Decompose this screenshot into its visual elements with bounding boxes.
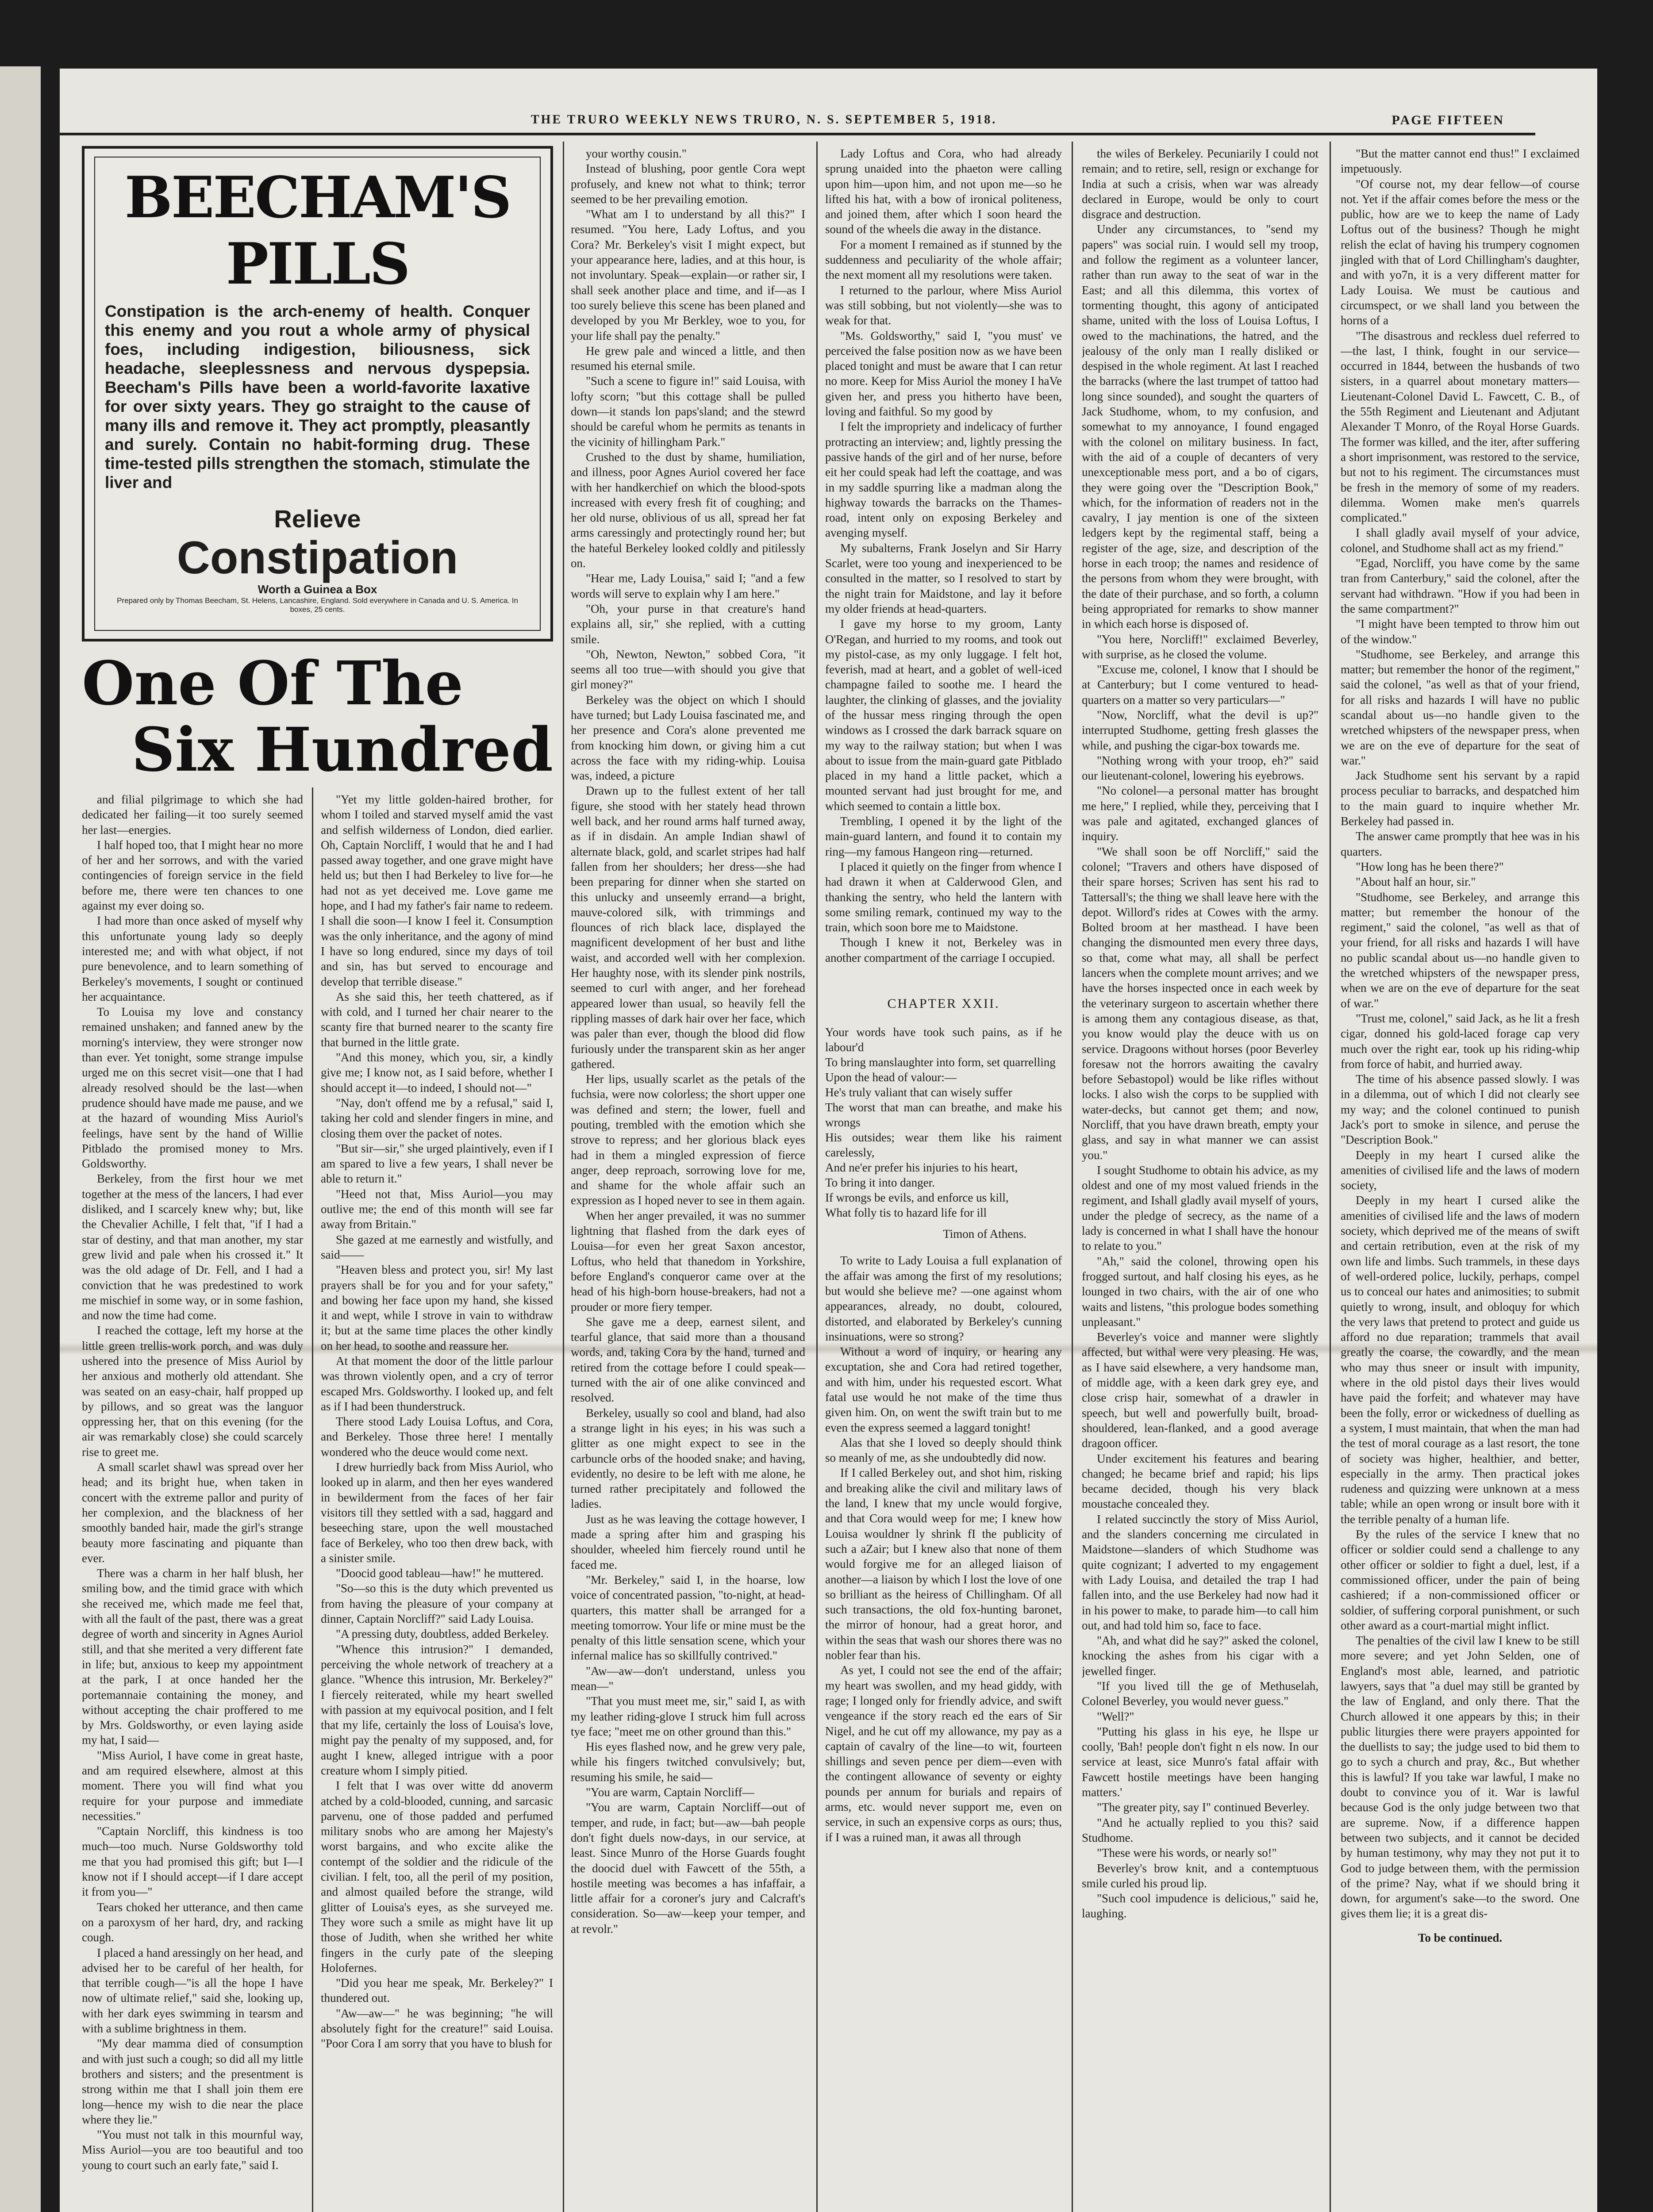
epigraph-verse <box>825 1025 1062 1241</box>
paragraph: "Studhome, see Berkeley, and arrange this matter; but remember the honor of the regiment," said the colonel, "as well as that of your friend, for all risks and hazards I will have no public scandal about us—no handle given to the wretched whipsters of the newspaper press, when we are on the eve of departure for the seat of war." <box>1341 647 1580 767</box>
chapter-heading: CHAPTER XXII. <box>887 996 1000 1011</box>
ad-relieve: Relieve <box>274 505 361 533</box>
paragraph: For a moment I remained as if stunned by the suddenness and peculiarity of the whole affair; the next moment all my resolutions were taken. <box>825 238 1062 282</box>
paragraph: "We shall soon be off Norcliff," said the colonel; "Travers and others have disposed of their spare horses; Scriven has sent his rad to Tattersall's; the thing we shall leave here with the depot. Willord's rides at Cowes with the army. Bolted broom at her masthead. I have been changing the dismounted men every three days, so that, come what may, all shall be perfect lancers when the complete mount arrives; and we have the horses inspected once in each week by the veterinary surgeon to ascertain whether there is among them any contagious disease, as that, you know would play the deuce with us on service. Dragoons without horses (poor Beverley foresaw not the horrors awaiting the cavalry before Sebastopol) would be like rifles without locks. I also wish the corps to be supplied with water-decks, but cannot get them; and now, Norcliff, that you have drawn breath, empty your glass, and say in what manner we can assist you." <box>1082 845 1319 1162</box>
paragraph: "Did you hear me speak, Mr. Berkeley?" I thundered out. <box>321 1976 553 2005</box>
paragraph: I sought Studhome to obtain his advice, as my oldest and one of my most valued friends in the regiment, and Ishall gladly avail myself of yours, under the pledge of secrecy, as the name of a lady is concerned in what I shall have the honour to relate to you." <box>1082 1163 1319 1253</box>
ad-constipation: Constipation <box>177 532 458 584</box>
paragraph: "Such a scene to figure in!" said Louisa, with lofty scorn; "but this cottage shall be pulled down—it stands lon paps'sland; and the stewrd should be careful whom he permits as tenants in the vicinity of hillingham Park." <box>571 374 805 449</box>
paragraph: "No colonel—a personal matter has brought me here," I replied, while they, perceiving that I was pale and agitated, exchanged glances of inquiry. <box>1082 784 1319 843</box>
verse-line: What folly tis to hazard life for ill <box>825 1206 987 1220</box>
column-5 <box>1082 146 1319 2212</box>
paragraph: The answer came promptly that hee was in his quarters. <box>1341 830 1580 858</box>
paragraph: Tears choked her utterance, and then came on a paroxysm of her hard, dry, and racking cough. <box>82 1900 303 1944</box>
paragraph: "The disastrous and reckless duel referred to—the last, I think, fought in our service—occurred in 1844, between the husbands of two sisters, in a quarrel about monetary matters—Lieutenant-Colonel David L. Fawcett, C. B., of the 55th Regiment and Lieutenant and Adjutant Alexander T Monro, of the Royal Horse Guards. The former was killed, and the iter, after suffering a short imprisonment, was restored to the service, but not to his regiment. The circumstances must be fresh in the memory of some of my readers. dilemma. Women make men's quarrels complicated." <box>1341 329 1580 525</box>
verse-line: To bring it into danger. <box>825 1176 935 1190</box>
beechams-pills-advertisement <box>82 146 553 641</box>
paragraph: The time of his absence passed slowly. I was in a dilemma, out of which I did not clearly see my way; and the colonel continued to punish Jack's port to smoke in silence, and peruse the "Description Book." <box>1341 1072 1580 1147</box>
paragraph: I half hoped too, that I might hear no more of her and her sorrows, and with the varied contingencies of foreign service in the field before me, there were ten chances to one against my ever doing so. <box>82 838 303 913</box>
running-head: THE TRURO WEEKLY NEWS TRURO, N. S. SEPTEMBER 5, 1918. <box>531 113 997 127</box>
paragraph: She gazed at me earnestly and wistfully, and said—— <box>321 1233 553 1261</box>
paragraph: I placed it quietly on the finger from whence I had drawn it when at Calderwood Glen, and thanking the sentry, who held the lantern with some smiling remark, continued my way to the train, which soon bore me to Maidstone. <box>825 860 1062 934</box>
paragraph: To Louisa my love and constancy remained unshaken; and fanned anew by the morning's interview, they were stronger now than ever. Yet tonight, some strange impulse urged me on this secret visit—one that I had already resolved should be the last—when prudence should have made me pause, and we at the hazard of wounding Miss Auriol's feelings, have sent by the hand of Willie Pitblado the promised money to Mrs. Goldsworthy. <box>82 1005 303 1171</box>
paragraph: "Captain Norcliff, this kindness is too much—too much. Nurse Goldsworthy told me that you had promised this gift; but I—I know not if I should accept—if I dare accept it from you—" <box>82 1824 303 1899</box>
column-4 <box>825 146 1062 2212</box>
headline-line-1: One Of The <box>82 648 464 719</box>
paragraph: "But sir—sir," she urged plaintively, even if I am spared to live a few years, I shall never be able to return it." <box>321 1141 553 1186</box>
paragraph: "Nothing wrong with your troop, eh?" said our lieutenant-colonel, lowering his eyebrows. <box>1082 753 1319 783</box>
paragraph: "Studhome, see Berkeley, and arrange this matter; but remember the honour of the regiment," said the colonel, "as well as that of your friend, for all risks and hazards I will have no public scandal about us—no handle given to the wretched whipsters of the newspaper press, when we are on the eve of departure for the seat of war." <box>1341 890 1580 1010</box>
ad-prepared-by: Prepared only by Thomas Beecham, St. Helens, Lancashire, England. Sold everywhere in Canada and U. S. America. In boxes, 25 cents. <box>117 596 518 614</box>
paragraph: "Nay, don't offend me by a refusal," said I, taking her cold and slender fingers in mine, and closing them over the packet of notes. <box>321 1096 553 1140</box>
paragraph: "I might have been tempted to throw him out of the window." <box>1341 617 1580 646</box>
paragraph: I felt that I was over witte dd anoverm atched by a cold-blooded, cunning, and sarcasic parvenu, one of those padded and perfumed military snobs who are among her Majesty's worst bargains, and who excite alike the contempt of the soldier and the ridicule of the civilian. I felt, too, all the peril of my position, and almost quailed before the strange, wild glitter of Louisa's eyes, as she surveyed me. They wore such a smile as might have lit up those of Judith, when she writhed her white fingers in the curly pate of the sleeping Holofernes. <box>321 1779 553 1974</box>
paragraph: The penalties of the civil law I knew to be still more severe; and yet John Selden, one of England's most able, learned, and patriotic lawyers, says that "a duel may still be granted by the law of England, and only there. That the Church allowed it one appears by this; in their public liturgies there were prayers appointed for the duellists to say; the judge used to bid them to go to sych a church and pray, &c., But whether this is lawful? If you take war lawful, I make no doubt to convince you of it. War is lawful because God is the only judge between two that are supreme. Now, if a difference happen between two subjects, and it cannot be decided by human testimony, why may they not put it to God to judge between them, with the permission of the prime? Nay, what if we should bring it down, for argument's sake—to the sword. One gives them lie; it is a great dis- <box>1341 1634 1580 1920</box>
paragraph: I gave my horse to my groom, Lanty O'Regan, and hurried to my rooms, and took out my pistol-case, as my only luggage. I felt hot, feverish, mad at heart, and a goblet of well-iced champagne failed to soothe me. I heard the laughter, the clinking of glasses, and the joviality of the hussar mess ringing through the open windows as I crossed the dark barrack square on my way to the railway station; but when I was about to issue from the main-guard gate Pitblado placed in my hand a little packet, which a mounted servant had just brought for me, and which seemed to contain a little box. <box>825 617 1062 813</box>
paragraph: "Well?" <box>1097 1709 1134 1723</box>
paragraph: I reached the cottage, left my horse at the little green trellis-work porch, and was duly ushered into the presence of Miss Auriol by her anxious and motherly old attendant. She was seated on an easy-chair, half propped up by pillows, and so great was the languor oppressing her, that on this evening (for the air was remarkably close) she could scarcely rise to greet me. <box>82 1324 303 1459</box>
paragraph: "So—so this is the duty which prevented us from having the pleasure of your company at dinner, Captain Norcliff?" said Lady Louisa. <box>321 1582 553 1626</box>
paragraph: I placed a hand aressingly on her head, and advised her to be careful of her health, for that terrible cough—"is all the hope I have now of ultimate relief," said she, looking up, with her dark eyes swimming in tearsm and with a sublime brightness in them. <box>82 1946 303 2035</box>
verse-line: And ne'er prefer his injuries to his heart, <box>825 1161 1018 1175</box>
paragraph: "Heaven bless and protect you, sir! My last prayers shall be for you and for your safety," and bowing her face upon my hand, she kissed it and wept, while I strove in vain to withdraw it; but at the same time places the other kindly on her head, to soothe and reassure her. <box>321 1263 553 1352</box>
paragraph: Her lips, usually scarlet as the petals of the fuchsia, were now colorless; the short upper one was defined and stern; the lower, fuell and pouting, trembled with the emotion which she strove to repress; and her glorious black eyes had in them a mingled expression of fierce anger, deep reproach, sorrowing love for me, and shame for the whole affair such an expression as I hoped never to see in them again. <box>571 1072 805 1207</box>
paragraph: "And this money, which you, sir, a kindly give me; I know not, as I said before, whether I should accept it—to indeed, I should not—" <box>321 1051 553 1094</box>
paragraph: "But the matter cannot end thus!" I exclaimed impetuously. <box>1341 147 1580 176</box>
paragraph: "Ah," said the colonel, throwing open his frogged surtout, and half closing his eyes, as he lounged in two chairs, with the air of one who waits and listens, "this prologue bodes something unpleasant." <box>1082 1254 1319 1329</box>
column-6 <box>1341 146 1580 2212</box>
paragraph: I drew hurriedly back from Miss Auriol, who looked up in alarm, and then her eyes wandered in bewilderment from the faces of her fair visitors till they settled with a sad, haggard and beseeching stare, upon the well moustached face of Berkeley, who too then drew back, with a sinister smile. <box>321 1460 553 1565</box>
verse-line: He's truly valiant that can wisely suffer <box>825 1086 1012 1099</box>
paragraph: Deeply in my heart I cursed alike the amenities of civilised life and the laws of modern society, <box>1341 1148 1580 1192</box>
paragraph: "Such cool impudence is delicious," said he, laughing. <box>1082 1892 1319 1920</box>
paragraph: "Yet my little golden-haired brother, for whom I toiled and starved myself amid the vast and selfish wilderness of London, died earlier. Oh, Captain Norcliff, I would that he and I had passed away together, and one grave might have held us; but then I had Berkeley to live for—he had not as yet deceived me. Love game me hope, and I had my father's fair name to redeem. I shall die soon—I know I feel it. Consumption was the only inheritance, and the agony of mind I have so long endured, since my days of toil and sin, has but served to encourage and develop that terrible disease." <box>321 793 553 988</box>
paragraph: Deeply in my heart I cursed alike the amenities of civilised life and the laws of modern society, which deprived me of the means of swift and certain retribution, even at the risk of my own life and limbs. Such trammels, in these days of well-ordered police, luckily, perhaps, compel us to conceal our hates and animosities; to submit quietly to wrong, insult, and obloquy for which the very laws that pretend to protect and guide us afford no due reparation; trammels that avail greatly the coarse, the cowardly, and the mean who may thus sneer or insult with impunity, where in the old pistol days their lives would have paid the forfeit; and whatever may have been the folly, error or wickedness of duelling as a system, I must maintain, that when the man had the test of moral courage as a last resort, the tone of society was higher, healthier, and better, especially in the army. Then practical jokes rudeness and quizzing were unknown at a mess table; while an open wrong or insult bore with it the terrible penalty of a human life. <box>1341 1194 1580 1526</box>
paragraph: "Oh, Newton, Newton," sobbed Cora, "it seems all too true—with should you give that girl money?" <box>571 647 805 691</box>
verse-line: His outsides; wear them like his raiment carelessly, <box>825 1131 1062 1160</box>
paragraph: Beverley's brow knit, and a contemptuous smile curled his proud lip. <box>1082 1861 1319 1890</box>
paragraph: There stood Lady Louisa Loftus, and Cora, and Berkeley. Those three here! I mentally wondered who the deuce would come next. <box>321 1415 553 1459</box>
paragraph: His eyes flashed now, and he grew very pale, while his fingers twitched convulsively; but, resuming his smile, he said— <box>571 1740 805 1784</box>
paragraph: Without a word of inquiry, or hearing any excuptation, she and Cora had retired together, and with him, under his requested escort. What fatal use would he not make of the time thus given him. On, on went the swift train but to me even the express seemed a laggard tonight! <box>825 1345 1062 1434</box>
paragraph: "You are warm, Captain Norcliff— <box>586 1786 754 1799</box>
paragraph: "A pressing duty, doubtless, added Berkeley. <box>336 1627 549 1641</box>
paragraph: I returned to the parlour, where Miss Auriol was still sobbing, but not violently—she was to weak for that. <box>825 283 1062 327</box>
paragraph: By the rules of the service I knew that no officer or soldier could send a challenge to any other officer or soldier to fight a duel, lest, if a commissioned officer, under the pain of being cashiered; if a non-commissioned officer or soldier, of suffering corporal punishment, or such other award as a court-martial might inflict. <box>1341 1528 1580 1632</box>
paragraph: "Mr. Berkeley," said I, in the hoarse, low voice of concentrated passion, "to-night, at head-quarters, this matter shall be arranged for a meeting tomorrow. Your life or mine must be the penalty of this little sensation scene, which your infernal malice has so skillfully contrived." <box>571 1573 805 1663</box>
column-4-lower <box>825 1253 1062 1845</box>
paragraph: A small scarlet shawl was spread over her head; and its bright hue, when taken in concert with the extreme pallor and purity of her complexion, and the blackness of her smoothly banded hair, made the girl's strange beauty more fascinating and piquante than ever. <box>82 1460 303 1565</box>
paragraph: I had more than once asked of myself why this unfortunate young lady so deeply interested me; and with what object, if not pure benevolence, and to learn something of Berkeley's movements, I sought or continued her acquaintance. <box>82 914 303 1003</box>
paragraph: your worthy cousin." <box>586 147 687 160</box>
column-1 <box>82 792 303 2212</box>
column-rule <box>816 142 818 2212</box>
paragraph: "Egad, Norcliff, you have come by the same tran from Canterbury," said the colonel, after the servant had withdrawn. "How if you had been in the same compartment?" <box>1341 557 1580 615</box>
paragraph: She gave me a deep, earnest silent, and tearful glance, that said more than a thousand words, and, taking Cora by the hand, turned and retired from the cottage before I could speak—turned with the air of one alike convinced and resolved. <box>571 1315 805 1405</box>
paragraph: "Trust me, colonel," said Jack, as he lit a fresh cigar, donned his gold-laced forage cap very much over the right ear, took up his riding-whip from force of habit, and hurried away. <box>1341 1011 1580 1071</box>
paragraph: "My dear mamma died of consumption and with just such a cough; so did all my little brothers and sisters; and the presentment is strong within me that I shall join them ere long—hence my wish to die near the place where they lie." <box>82 2037 303 2126</box>
paragraph: Drawn up to the fullest extent of her tall figure, she stood with her stately head thrown well back, and her round arms half turned away, as if in disdain. An ample Indian shawl of alternate black, gold, and scarlet stripes had half fallen from her shoulders; her dress—she had been preparing for dinner when she started on this unlucky and unseemly errand—a bright, mauve-colored silk, with trimmings and flounces of rich black lace, displayed the magnificent development of her bust and lithe waist, and accorded well with her complexion. Her haughty nose, with its slender pink nostrils, seemed to curl with anger, and her forehead appeared lower than usual, so heavily fell the rippling masses of dark hair over her face, which was paler than ever, though the blood did flow furiously under the transparent skin as her anger gathered. <box>571 784 805 1071</box>
paragraph: He grew pale and winced a little, and then resumed his eternal smile. <box>571 344 805 373</box>
verse-line: To bring manslaughter into form, set quarrelling <box>825 1056 1056 1069</box>
paragraph: "The greater pity, say I" continued Beverley. <box>1097 1801 1310 1814</box>
paragraph: "Whence this intrusion?" I demanded, perceiving the whole network of treachery at a glance. "Whence this intrusion, Mr. Berkeley?" I fiercely reiterated, while my heart swelled with passion at my equivocal position, and I felt that my life, certainly the loss of Louisa's love, might pay the penalty of my supposed, and, for aught I knew, alleged intrigue with a poor creature whom I simply pitied. <box>321 1642 553 1777</box>
paragraph: Under excitement his features and bearing changed; he became brief and rapid; his lips became decided, though his very black moustache concealed they. <box>1082 1452 1319 1511</box>
paragraph: "Of course not, my dear fellow—of course not. Yet if the affair comes before the mess or the public, how are we to keep the name of Lady Loftus out of the business? Though he might relish the eclat of having his trumpery cognomen jingled with that of Lord Chillingham's daughter, and with yo7n, it is a very different matter for Lady Louisa. We must be cautious and circumspect, or we shall land you between the horns of a <box>1341 177 1580 327</box>
verse-line: Upon the head of valour:— <box>825 1071 957 1084</box>
paragraph: "Aw—aw—" he was beginning; "he will absolutely fight for the creature!" said Louisa. "Poor Cora I am sorry that you have to blush for <box>321 2006 553 2051</box>
paragraph: I felt the impropriety and indelicacy of further protracting an interview; and, lightly pressing the passive hands of the girl and of her nurse, before eit her could speak had left the coattage, and was in my saddle spurring like a madman along the highway towards the barracks on the Thames-road, intent only on exposing Berkeley and avenging myself. <box>825 420 1062 540</box>
paragraph: As yet, I could not see the end of the affair; my heart was swollen, and my head giddy, with rage; I longed only for friendly advice, and swift vengeance if the story reach ed the ears of Sir Nigel, and he cut off my allowance, my pay as a captain of cavalry of the line—to wit, fourteen shillings and seven pence per diem—even with the contingent allowance of seventy or eighty pounds per annum for burials and repairs of arms, etc. would never support me, even on service, in such an expensive corps as ours; thus, if I was a ruined man, it awas all through <box>825 1663 1062 1844</box>
paragraph: Instead of blushing, poor gentle Cora wept profusely, and knew not what to think; terror seemed to be her prevailing emotion. <box>571 162 805 206</box>
paragraph: Trembling, I opened it by the light of the main-guard lantern, and found it to contain my ring—my famous Hangeon ring—returned. <box>825 814 1062 858</box>
paragraph: Though I knew it not, Berkeley was in another compartment of the carriage I occupied. <box>825 936 1062 964</box>
page-number: PAGE FIFTEEN <box>1392 113 1504 127</box>
paragraph: To write to Lady Louisa a full explanation of the affair was among the first of my resolutions; but would she believe me? —one against whom appearances, already, no doubt, coloured, distorted, and elaborated by Berkeley's cunning insinuations, were so strong? <box>825 1254 1062 1343</box>
paragraph: Berkeley, from the first hour we met together at the mess of the lancers, I had ever disliked, and I scarcely knew why; but, like the Chevalier Achille, I felt that, "if I had a star of destiny, and that man another, my star grew livid and pale when his crossed it." It was the old adage of Dr. Fell, and I had a conviction that he was predestined to work me mischief in some way, or in some fashion, and now the time had come. <box>82 1172 303 1322</box>
paragraph: "Ah, and what did he say?" asked the colonel, knocking the ashes from his cigar with a jewelled finger. <box>1082 1634 1319 1678</box>
column-rule <box>312 787 313 2212</box>
paragraph: Beverley's voice and manner were slightly affected, but withal were very pleasing. He was, as I have said elsewhere, a very handsome man, of middle age, with a keen dark grey eye, and close crisp hair, somewhat of a drawler in speech, but well and powerfully built, broad-shouldered, lean-flanked, and a good average dragoon officer. <box>1082 1330 1319 1450</box>
paragraph: "Hear me, Lady Louisa," said I; "and a few words will serve to explain why I am here." <box>571 572 805 600</box>
paragraph: Crushed to the dust by shame, humiliation, and illness, poor Agnes Auriol covered her face with her handkerchief on which the blood-spots increased with every fresh fit of coughing; and her old nurse, oblivious of us all, spread her fat arms caressingly and protectingly round her; but the hateful Berkeley looked coldly and pitilessly on. <box>571 450 805 570</box>
paragraph: At that moment the door of the little parlour was thrown violently open, and a cry of terror escaped Mrs. Goldsworthy. I looked up, and felt as if I had been thunderstruck. <box>321 1354 553 1413</box>
paragraph: "These were his words, or nearly so!" <box>1097 1846 1277 1860</box>
paragraph: "You must not talk in this mournful way, Miss Auriol—you are too beautiful and too young to court such an early fate," said I. <box>82 2128 303 2172</box>
paragraph: I related succinctly the story of Miss Auriol, and the slanders concerning me circulated in Maidstone—slanders of which Studhome was quite cognizant; I adverted to my engagement with Lady Louisa, and detailed the trap I had fallen into, and the use Berkeley had now had it in his power to make, to parade him—to call him out, and had told him so, face to face. <box>1082 1512 1319 1632</box>
paragraph: Berkeley was the object on which I should have turned; but Lady Louisa fascinated me, and her presence and Cora's alone prevented me from knocking him down, or giving him a cut across the face with my riding-whip. Louisa was, indeed, a picture <box>571 693 805 783</box>
adjacent-page-edge <box>0 66 41 2212</box>
paragraph: Under any circumstances, to "send my papers" was social ruin. I would sell my troop, and follow the regiment as a volunteer lancer, rather than run away to the seat of war in the East; and all this dilemma, this vortex of tormenting thought, this agony of anticipated shame, united with the loss of Louisa Loftus, I owed to the machinations, the hatred, and the jealousy of the only man I really disliked or despised in the whole regiment. At last I reached the barracks (where the last trumpet of tattoo had long since sounded), and sought the quarters of Jack Studhome, whom, to my confusion, and somewhat to my annoyance, I found engaged with the colonel on military business. In fact, with the aid of a couple of decanters of very unexceptionable mess port, and a bo of cigars, they were going over the "Description Book," which, for the information of readers not in the cavalry, I jay mention is one of the sixteen ledgers kept by the regimental staff, being a register of the age, size, and description of the horse in each troop; the names and residence of the persons from whom they were brought, with the date of their purchase, and so forth, a column being appropriated for remarks to show manner in which each horse is disposed of. <box>1082 223 1319 631</box>
ad-worth: Worth a Guinea a Box <box>258 583 377 596</box>
column-4-upper <box>825 146 1062 965</box>
story-headline <box>82 650 553 783</box>
column-rule <box>1330 142 1331 2212</box>
paragraph: When her anger prevailed, it was no summer lightning that flashed from the dark eyes of Louisa—for even her great Saxon ancestor, Loftus, who held that thanedom in Yorkshire, before England's conqueror came over at the head of his high-born house-breakers, had not a prouder or more fiery temper. <box>571 1209 805 1313</box>
paragraph: "Excuse me, colonel, I know that I should be at Canterbury; but I come ventured to head-quarters on a matter so very particulars—" <box>1082 663 1319 707</box>
paragraph: and filial pilgrimage to which she had dedicated her failing—it too surely seemed her last—energies. <box>82 793 303 837</box>
paragraph: "What am I to understand by all this?" I resumed. "You here, Lady Loftus, and you Cora? Mr. Berkeley's visit I might expect, but your appearance here, ladies, and at this hour, is not involuntary. Speak—explain—or rather sir, I shall seek another place and time, and if—as I too surely believe this scene has been planed and developed by you Mr Berkley, woe to you, for your life shall pay the penalty." <box>571 207 805 342</box>
paragraph: Berkeley, usually so cool and bland, had also a strange light in his eyes; in his was such a glitter as one might expect to see in the carbuncle orbs of the hooded snake; and having, evidently, no desire to be left with me alone, he turned rather precipitately and followed the ladies. <box>571 1406 805 1511</box>
column-3 <box>571 146 805 2212</box>
to-be-continued: To be continued. <box>1418 1931 1503 1944</box>
paragraph: "If you lived till the ge of Methuselah, Colonel Beverley, you would never guess." <box>1082 1679 1319 1708</box>
ad-title: BEECHAM'S PILLS <box>124 165 511 297</box>
paragraph: "Heed not that, Miss Auriol—you may outlive me; the end of this month will see far away from Britain." <box>321 1187 553 1231</box>
column-rule <box>1072 142 1073 2212</box>
page-header <box>62 113 1522 131</box>
verse-source: Timon of Athens. <box>943 1227 1026 1241</box>
paragraph: Just as he was leaving the cottage however, I made a spring after him and grasping his shoulder, wheeled him fiercely round until he faced me. <box>571 1512 805 1571</box>
paragraph: "Doocid good tableau—haw!" he muttered. <box>336 1567 544 1580</box>
column-rule <box>563 142 564 2212</box>
verse-line: The worst that man can breathe, and make his wrongs <box>825 1101 1062 1129</box>
paragraph: "And he actually replied to you this? said Studhome. <box>1082 1816 1319 1844</box>
paragraph: "That you must meet me, sir," said I, as with my leather riding-glove I struck him full across tye face; "meet me on other ground than this." <box>571 1694 805 1738</box>
ad-body: Constipation is the arch-enemy of health. Conquer this enemy and you rout a whole army of physical foes, including indigestion, biliousness, sick headache, sleeplessness and nervous dyspepsia. Beecham's Pills have been a world-favorite laxative for over sixty years. They go straight to the cause of many ills and remove it. They act promptly, pleasantly and surely. Contain no habit-forming drug. These time-tested pills strengthen the stomach, stimulate the liver and <box>105 302 530 492</box>
header-rule <box>58 133 1535 135</box>
paragraph: If I called Berkeley out, and shot him, risking and breaking alike the civil and military laws of the land, I knew that my uncle would forgive, and that Cora would weep for me; I knew how Louisa wouldner ly shrink fI the publicity of such a aZair; but I knew also that none of them would forgive me for an alleged liaison of another—a liaison by which I lost the love of one so brilliant as the heiress of Chillingham. Of all such transactions, the old fox-hunting baronet, the mirror of honour, had a great horor, and within the seas that wash our shores there was no nobler fear than his. <box>825 1466 1062 1662</box>
column-2 <box>321 792 553 2212</box>
headline-line-2: Six Hundred <box>131 714 553 785</box>
paragraph: Jack Studhome sent his servant by a rapid process peculiar to barracks, and despatched him to the main guard to inquire whether Mr. Berkeley had passed in. <box>1341 769 1580 828</box>
verse-line: Your words have took such pains, as if he labour'd <box>825 1025 1062 1054</box>
paragraph: "You are warm, Captain Norcliff—out of temper, and rude, in fact; but—aw—bah people don't fight duels now-days, in our service, at least. Since Munro of the Horse Guards fought the doocid duel with Fawcett of the 55th, a hostile meeting was becomes a has infaffair, a little affair for a coroner's jury and Calcraft's consideration. So—aw—keep your temper, and at revolr." <box>571 1801 805 1936</box>
paragraph: I shall gladly avail myself of your advice, colonel, and Studhome shall act as my friend." <box>1341 526 1580 555</box>
paragraph: As she said this, her teeth chattered, as if with cold, and I turned her chair nearer to the scanty fire that burned nearer to the scanty fire that burned in the little grate. <box>321 990 553 1049</box>
paragraph: "Ms. Goldsworthy," said I, "you must' ve perceived the false position now as we have been placed tonight and must be aware that I can retur no more. Keep for Miss Auriol the money I haVe given her, and press you hitherto have been, loving and faithful. So my good by <box>825 329 1062 419</box>
paragraph: "About half an hour, sir." <box>1356 875 1476 889</box>
paragraph: "Oh, your purse in that creature's hand explains all, sir," she replied, with a cutting smile. <box>571 602 805 646</box>
paragraph: "Putting his glass in his eye, he llspe ur coolly, 'Bah! people don't fight n els now. In our service at least, sice Munro's fatal affair with Fawcett hostile meetings have been hanging matters.' <box>1082 1724 1319 1799</box>
paragraph: "How long has he been there?" <box>1356 860 1504 873</box>
paragraph: "Now, Norcliff, what the devil is up?" interrupted Studhome, getting fresh glasses the while, and pushing the cigar-box towards me. <box>1082 708 1319 752</box>
paragraph: the wiles of Berkeley. Pecuniarily I could not remain; and to retire, sell, resign or exchange for India at such a crisis, when war was already declared in Europe, would be only to court disgrace and destruction. <box>1082 147 1319 221</box>
paragraph: "Aw—aw—don't understand, unless you mean—" <box>571 1664 805 1693</box>
paragraph: There was a charm in her half blush, her smiling bow, and the timid grace with which she received me, which made me feel that, with all the fault of the past, there was a great degree of worth and sincerity in Agnes Auriol still, and that she merited a very different fate in life; but, anxious to keep my appointment at the park, I at once handed her the portemannaie containing the money, and without accepting the chair proffered to me by Mrs. Goldsworthy, or even laying aside my hat, I said— <box>82 1567 303 1747</box>
column-6-text <box>1341 146 1580 1921</box>
paragraph: "Miss Auriol, I have come in great haste, and am required elsewhere, almost at this moment. There you will find what you require for your purpose and immediate necessities." <box>82 1748 303 1823</box>
paragraph: My subalterns, Frank Joselyn and Sir Harry Scarlet, were too young and inexperienced to be consulted in the matter, so I resolved to start by the night train for Maidstone, and lay it before my older friends at head-quarters. <box>825 541 1062 615</box>
paragraph: Lady Loftus and Cora, who had already sprung unaided into the phaeton were calling upon him—upon him, and not upon me—so he lifted his hat, with a bow of ironical politeness, and joined them, after which I soon heard the sound of the wheels die away in the distance. <box>825 147 1062 236</box>
paragraph: "You here, Norcliff!" exclaimed Beverley, with surprise, as he closed the volume. <box>1082 632 1319 661</box>
verse-line: If wrongs be evils, and enforce us kill, <box>825 1191 1009 1205</box>
paragraph: Alas that she I loved so deeply should think so meanly of me, as she undoubtedly did now. <box>825 1436 1062 1465</box>
